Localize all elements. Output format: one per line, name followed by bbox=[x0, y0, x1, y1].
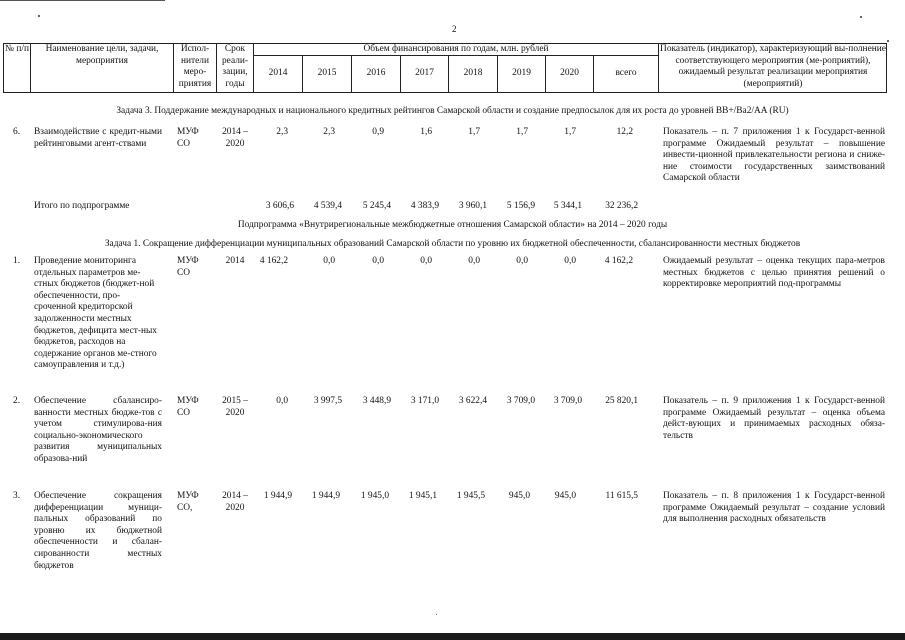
header-year: 2018 bbox=[463, 68, 483, 78]
row-total: 11 615,5 bbox=[605, 491, 638, 501]
row-term: 2014 – 2020 bbox=[222, 491, 248, 513]
row-executor: МУФ СО, bbox=[177, 491, 199, 513]
subtotal-value: 3 606,6 bbox=[265, 201, 294, 211]
subtotal-value: 3 960,1 bbox=[458, 201, 487, 211]
row-term: 2014 bbox=[225, 256, 245, 266]
row-indicator: Показатель – п. 8 приложения 1 к Государст-венной программе Ожидаемый результат – создание условий для выполнения расходных обязательств bbox=[663, 491, 885, 525]
row-value: 1,7 bbox=[516, 127, 528, 137]
header-year: 2019 bbox=[512, 68, 531, 78]
row-value: 1 945,5 bbox=[456, 491, 485, 501]
row-value: 1 945,1 bbox=[408, 491, 437, 501]
header-number: № п/п bbox=[5, 44, 29, 54]
header-name: Наименование цели, задачи, мероприятия bbox=[45, 44, 159, 66]
row-value: 2,3 bbox=[276, 127, 288, 137]
header-year: 2014 bbox=[268, 68, 288, 78]
row-total: 25 820,1 bbox=[605, 396, 638, 406]
row-term: 2014 – 2020 bbox=[222, 127, 248, 149]
row-indicator: Показатель – п. 7 приложения 1 к Государст-венной программе Ожидаемый результат – повышение инвести-ционной привлекательности региона и сниже-ние стоимости государственных заимствований Самарской области bbox=[663, 127, 885, 184]
row-value: 1,6 bbox=[420, 127, 432, 137]
subtotal-value: 5 156,9 bbox=[506, 201, 535, 211]
page-number: 2 bbox=[452, 24, 457, 34]
row-name: Проведение мониторинга отдельных параметров ме-стных бюджетов (бюджет-ной обеспеченности, про-сроченной кредиторской задолженности местных бюджетов, дефицита мест-ных бюджетов, расходов на содержание органов ме-стного самоуправления и т.д.) bbox=[34, 256, 157, 371]
row-value: 1 944,9 bbox=[311, 491, 340, 501]
row-value: 0,0 bbox=[564, 256, 576, 266]
header-year: 2015 bbox=[317, 68, 337, 78]
row-executor: МУФ СО bbox=[177, 127, 199, 149]
row-value: 3 171,0 bbox=[410, 396, 439, 406]
header-year: 2016 bbox=[366, 68, 386, 78]
row-name: Обеспечение сбалансиро-ванности местных бюдже-тов с учетом стимулирова-ния социально-экономического развития муниципальных образова-ний bbox=[34, 396, 162, 464]
row-value: 4 162,2 bbox=[259, 256, 288, 266]
row-value: 1 945,0 bbox=[360, 491, 389, 501]
row-number: 3. bbox=[13, 491, 21, 501]
header-indicator: Показатель (индикатор), характеризующий вы-полнение соответствующего мероприятия (ме-роприятий), ожидаемый результат реализации мероприятия (мероприятий) bbox=[660, 44, 886, 89]
row-value: 0,0 bbox=[372, 256, 384, 266]
task-title: Задача 1. Сокращение дифференциации муниципальных образований Самарской области по уровню их бюджетной обеспеченности, сбалансированности местных бюджетов bbox=[104, 239, 801, 249]
table-header bbox=[3, 43, 887, 93]
row-indicator: Ожидаемый результат – оценка текущих пара-метров местных бюджетов с целью принятия решений о корректировке мероприятий под-программы bbox=[663, 256, 885, 290]
row-indicator: Показатель – п. 9 приложения 1 к Государст-венной программе Ожидаемый результат – оценка объема дейст-вующих и принимаемых расходных обяза-тельств bbox=[663, 396, 885, 441]
header-executor: Испол-нители меро-приятия bbox=[178, 44, 212, 89]
subtotal-value: 5 245,4 bbox=[362, 201, 391, 211]
header-funding: Объем финансирования по годам, млн. рублей bbox=[363, 44, 549, 54]
row-number: 1. bbox=[13, 256, 21, 266]
row-value: 1,7 bbox=[564, 127, 576, 137]
header-year: 2020 bbox=[560, 68, 579, 78]
row-value: 0,0 bbox=[276, 396, 288, 406]
scan-bottom-edge bbox=[0, 633, 905, 640]
row-value: 1,7 bbox=[468, 127, 480, 137]
row-value: 2,3 bbox=[323, 127, 335, 137]
scan-speck bbox=[887, 40, 889, 42]
top-rule bbox=[0, 0, 165, 1]
row-total: 12,2 bbox=[616, 127, 633, 137]
row-value: 3 709,0 bbox=[553, 396, 582, 406]
row-value: 945,0 bbox=[554, 491, 576, 501]
row-term: 2015 – 2020 bbox=[222, 396, 248, 418]
subtotal-value: 5 344,1 bbox=[553, 201, 582, 211]
task-title: Задача 3. Поддержание международных и национального кредитных рейтингов Самарской области и создание предпосылок для их роста до уровней BB+/Ba2/AA (RU) bbox=[116, 106, 789, 116]
row-value: 3 997,5 bbox=[313, 396, 342, 406]
row-value: 0,0 bbox=[516, 256, 528, 266]
row-value: 945,0 bbox=[508, 491, 530, 501]
row-value: 1 944,9 bbox=[263, 491, 292, 501]
row-number: 2. bbox=[13, 396, 21, 406]
scan-speck bbox=[860, 16, 862, 18]
row-value: 0,0 bbox=[323, 256, 335, 266]
scan-speck bbox=[38, 15, 40, 17]
row-executor: МУФ СО bbox=[177, 396, 199, 418]
header-term: Срок реали-зации, годы bbox=[221, 44, 249, 89]
row-number: 6. bbox=[13, 127, 21, 137]
subtotal-total: 32 236,2 bbox=[605, 201, 638, 211]
row-executor: МУФ СО bbox=[177, 256, 199, 278]
header-total: всего bbox=[615, 68, 637, 78]
subtotal-value: 4 539,4 bbox=[313, 201, 342, 211]
header-year: 2017 bbox=[415, 68, 434, 78]
row-total: 4 162,2 bbox=[604, 256, 633, 266]
row-name: Обеспечение сокращения дифференциации муници-пальных образований по уровню их бюджетной обеспеченности и сбалан-сированности местных бюджетов bbox=[34, 491, 162, 571]
subtotal-label: Итого по подпрограмме bbox=[34, 201, 130, 211]
row-value: 0,0 bbox=[468, 256, 480, 266]
row-value: 3 448,9 bbox=[362, 396, 391, 406]
row-value: 0,9 bbox=[372, 127, 384, 137]
subprogram-title: Подпрограмма «Внутрирегиональные межбюджетные отношения Самарской области» на 2014 – 2020 годы bbox=[237, 220, 668, 230]
row-name: Взаимодействие с кредит-ными рейтинговыми агент-ствами bbox=[34, 127, 162, 149]
row-value: 0,0 bbox=[420, 256, 432, 266]
row-value: 3 622,4 bbox=[458, 396, 487, 406]
row-value: 3 709,0 bbox=[506, 396, 535, 406]
subtotal-value: 4 383,9 bbox=[410, 201, 439, 211]
scan-speck bbox=[436, 614, 437, 615]
